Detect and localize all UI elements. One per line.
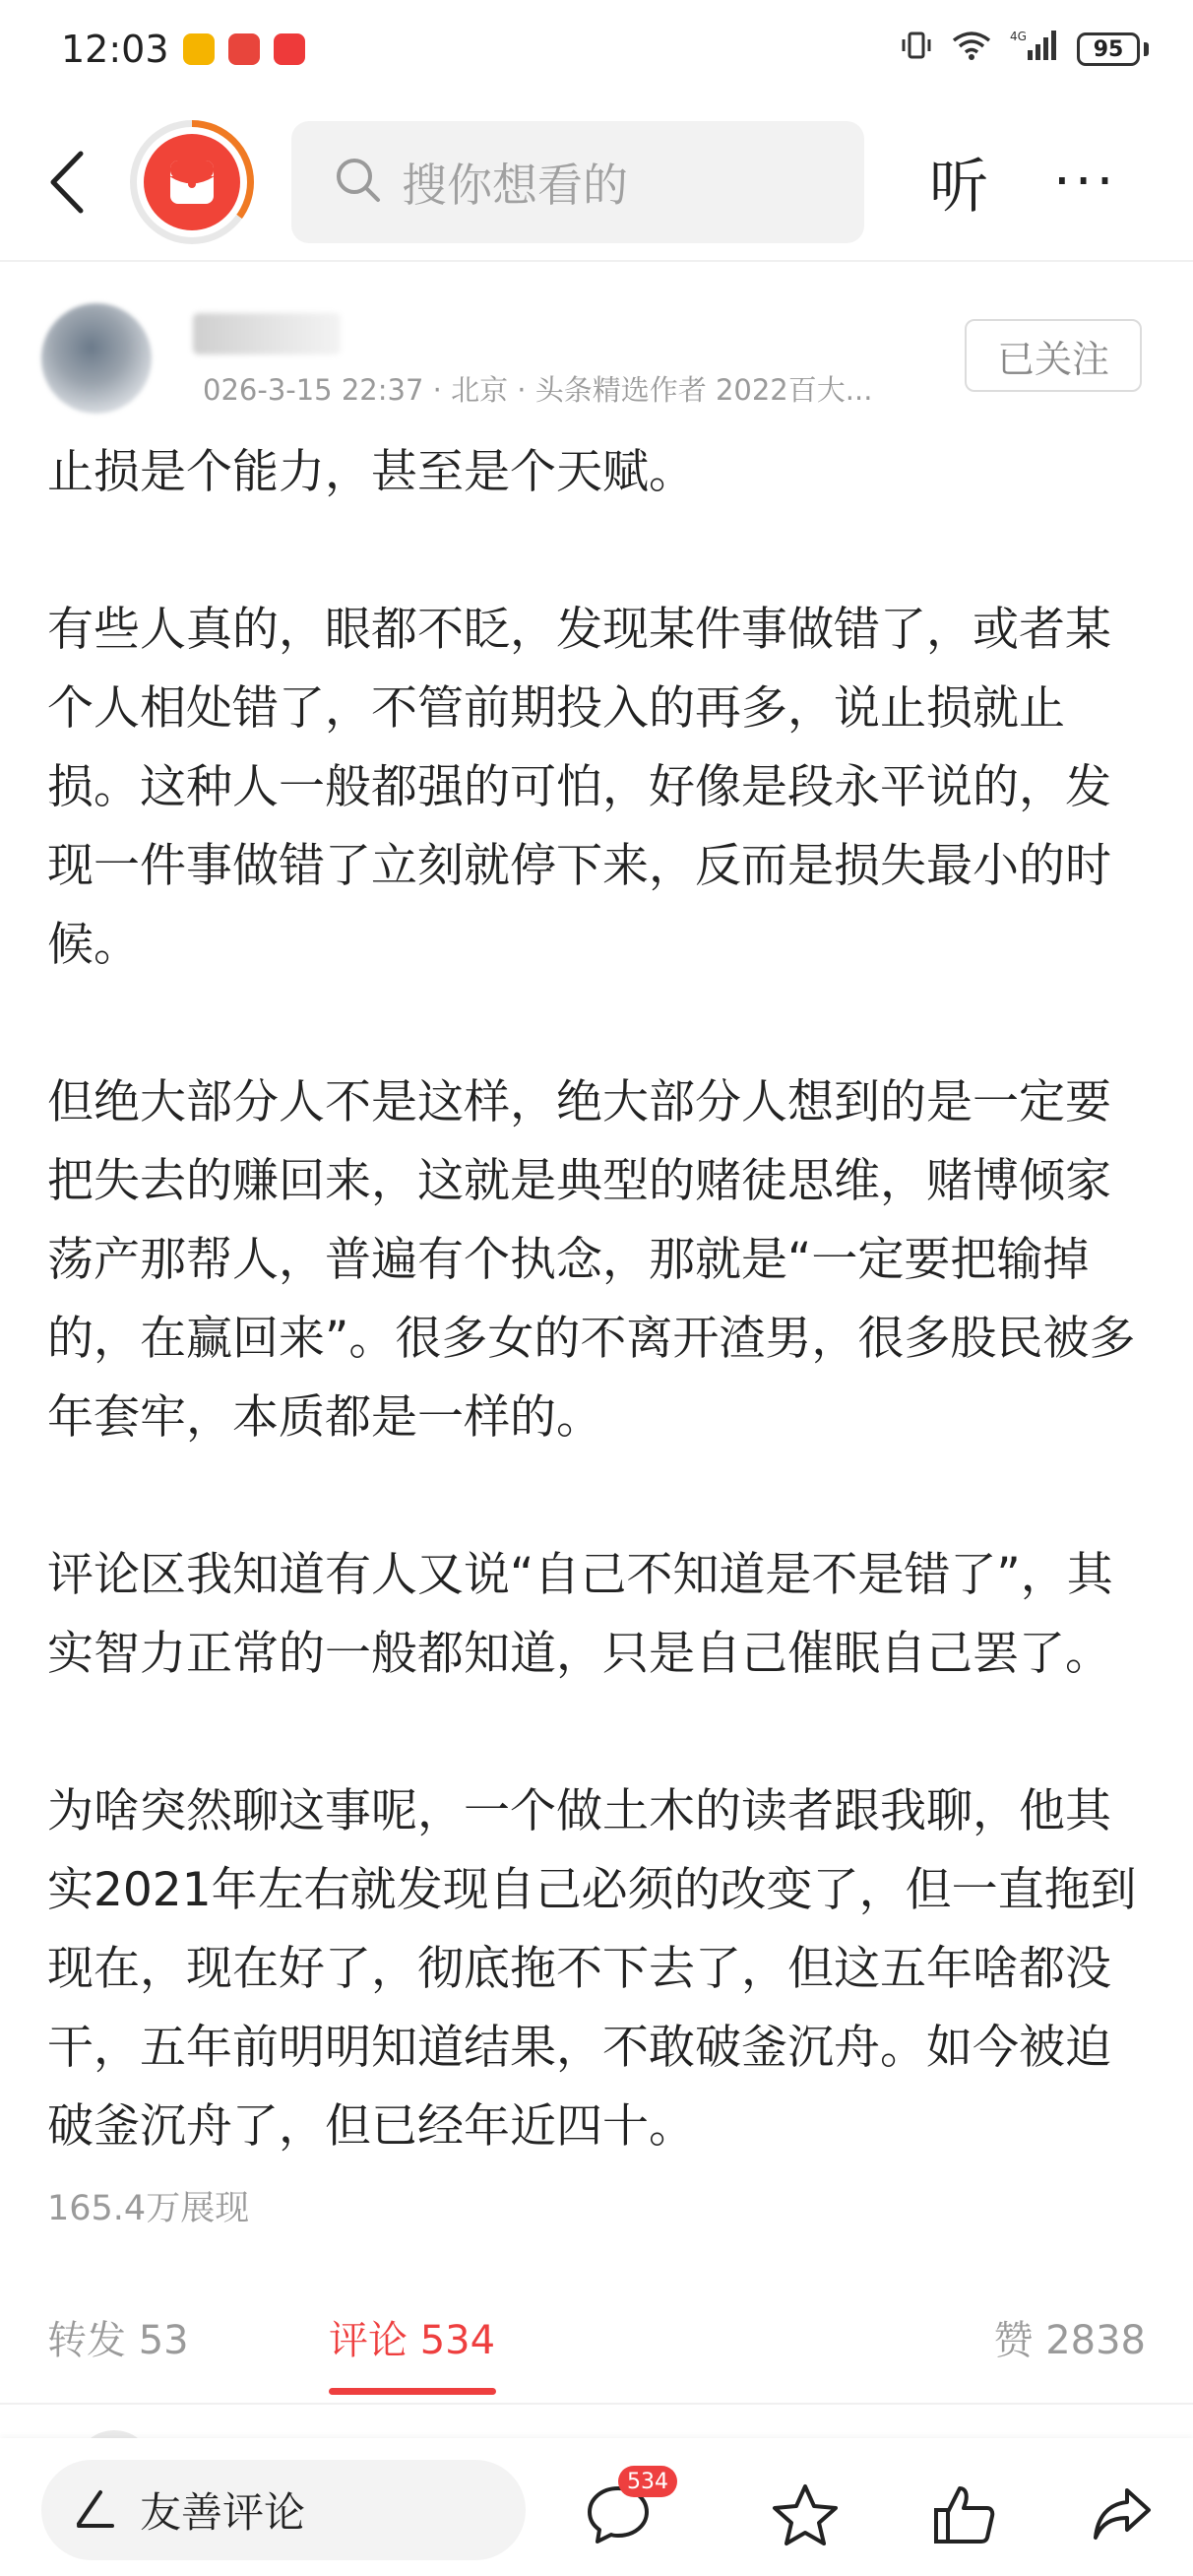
star-icon[interactable] bbox=[766, 2476, 845, 2554]
post-paragraph: 评论区我知道有人又说“自己不知道是不是错了”，其实智力正常的一般都知道，只是自己催眠自己罢了。 bbox=[47, 1548, 1113, 1681]
status-left bbox=[61, 28, 305, 71]
share-icon[interactable] bbox=[1083, 2476, 1162, 2554]
thumbs-up-icon[interactable] bbox=[925, 2476, 1004, 2554]
comment-count-badge: 534 bbox=[618, 2466, 677, 2497]
author-row bbox=[0, 286, 1193, 414]
notification-app-icon bbox=[183, 33, 215, 65]
notification-app-icon bbox=[228, 33, 260, 65]
tab-comment[interactable]: 评论 534 bbox=[329, 2318, 496, 2363]
post-paragraph: 为啥突然聊这事呢，一个做土木的读者跟我聊，他其实2021年左右就发现自己必须的改变了，但一直拖到现在，现在好了，彻底拖不下去了，但这五年啥都没干，五年前明明知道结果，不敢破釜沉舟。如今被迫破釜沉舟了，但已经年近四十。 bbox=[47, 1784, 1137, 2154]
bottom-bar bbox=[0, 2438, 1193, 2576]
search-input[interactable] bbox=[291, 121, 864, 243]
post-body bbox=[47, 433, 1150, 2166]
avatar-inner bbox=[137, 127, 247, 237]
battery-tip bbox=[1144, 42, 1149, 56]
status-time: 12:03 bbox=[61, 28, 169, 71]
vibrate-icon bbox=[900, 29, 933, 70]
post-paragraph: 但绝大部分人不是这样，绝大部分人想到的是一定要把失去的赚回来，这就是典型的赌徒思维，赌博倾家荡产那帮人，普遍有个执念，那就是“一定要把输掉的，在赢回来”。很多女的不离开渣男，很多股民被多年套牢，本质都是一样的。 bbox=[47, 1075, 1136, 1445]
author-meta: 026-3-15 22:37 · 北京 · 头条精选作者 2022百大... bbox=[203, 373, 873, 407]
search-icon bbox=[333, 155, 384, 210]
pen-icon bbox=[71, 2484, 118, 2536]
author-name-redacted[interactable] bbox=[193, 313, 341, 354]
author-avatar[interactable] bbox=[41, 303, 152, 414]
divider bbox=[0, 260, 1193, 262]
divider bbox=[0, 2403, 1193, 2405]
wifi-icon bbox=[951, 29, 992, 70]
network-label: 4G bbox=[1010, 30, 1027, 43]
tab-like[interactable]: 赞 2838 bbox=[993, 2318, 1146, 2363]
cellular-signal-icon bbox=[1010, 29, 1059, 70]
back-icon[interactable] bbox=[37, 143, 96, 222]
notification-app-icon bbox=[274, 33, 305, 65]
post-paragraph: 止损是个能力，甚至是个天赋。 bbox=[47, 445, 695, 499]
view-count: 165.4万展现 bbox=[47, 2189, 250, 2228]
follow-button[interactable]: 已关注 bbox=[965, 319, 1142, 392]
top-nav bbox=[0, 113, 1193, 251]
app-avatar-button[interactable] bbox=[130, 120, 254, 244]
status-right bbox=[900, 29, 1149, 70]
status-bar bbox=[0, 0, 1193, 98]
red-envelope-icon bbox=[144, 134, 240, 230]
search-placeholder: 搜你想看的 bbox=[402, 159, 628, 212]
more-button[interactable]: ··· bbox=[1053, 150, 1118, 214]
listen-button[interactable]: 听 bbox=[929, 153, 988, 222]
active-tab-indicator bbox=[329, 2388, 496, 2395]
tab-repost[interactable]: 转发 53 bbox=[47, 2318, 189, 2363]
battery-icon bbox=[1077, 32, 1140, 66]
interaction-tabs bbox=[0, 2289, 1193, 2398]
battery-level: 95 bbox=[1093, 36, 1124, 62]
comment-input[interactable] bbox=[41, 2460, 526, 2560]
post-paragraph: 有些人真的，眼都不眨，发现某件事做错了，或者某个人相处错了，不管前期投入的再多，说止损就止损。这种人一般都强的可怕，好像是段永平说的，发现一件事做错了立刻就停下来，反而是损失最小的时候。 bbox=[47, 603, 1111, 972]
comment-placeholder: 友善评论 bbox=[140, 2488, 306, 2537]
